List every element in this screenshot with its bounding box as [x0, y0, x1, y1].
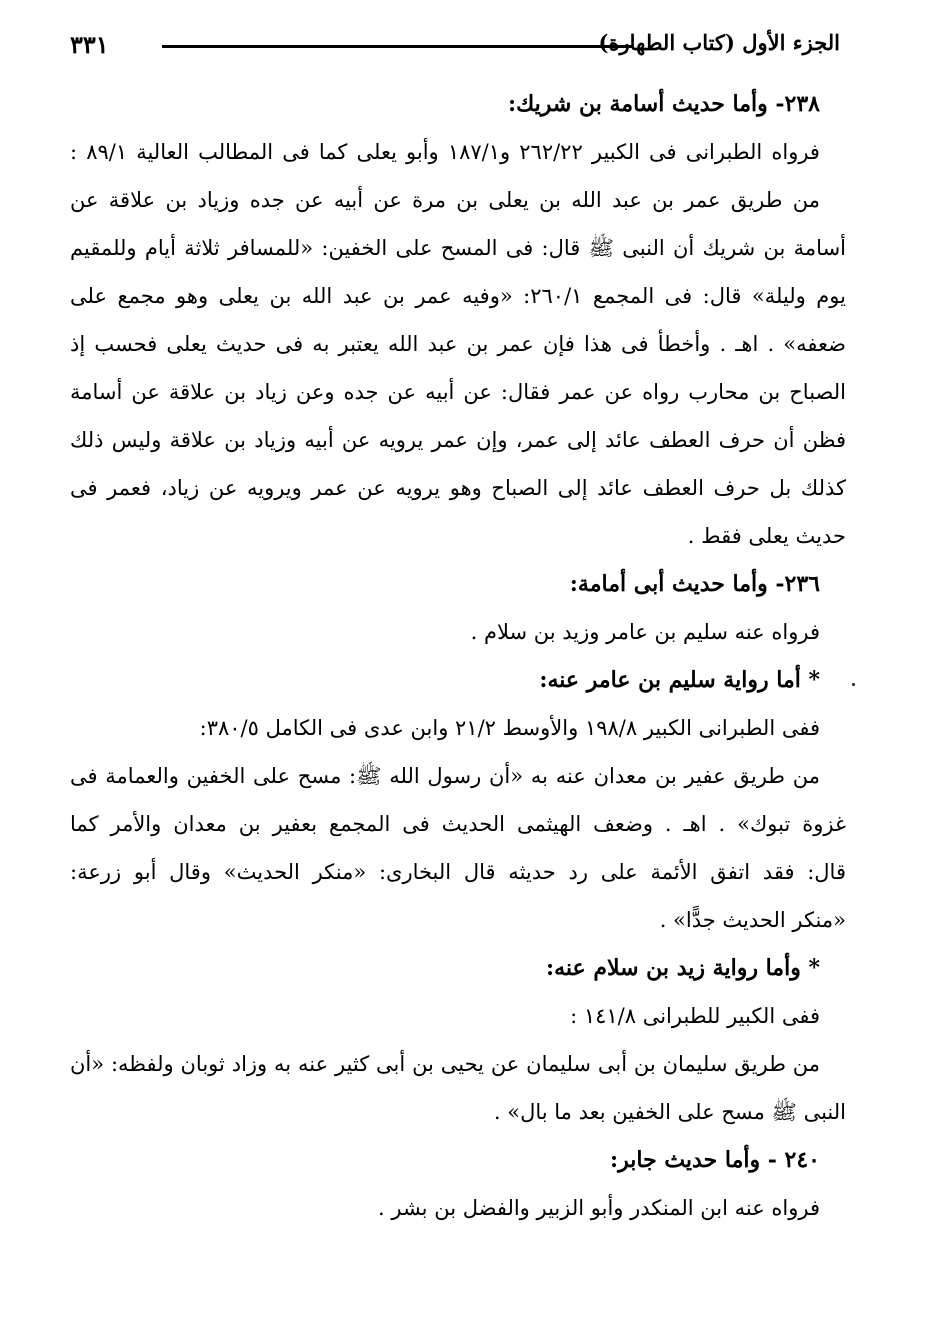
text-line: ضعفه» . اهـ . وأخطأ فى هذا فإن عمر بن عبد الله يعتبر به فى حديث يعلى فحسب إذ	[70, 332, 846, 356]
text-line: الصباح بن محارب رواه عن عمر فقال: عن أبيه عن جده وعن زياد بن علاقة عن أسامة	[70, 380, 846, 404]
text-line: من طريق عمر بن عبد الله بن يعلى بن مرة عن أبيه عن جده وزياد بن علاقة عن	[70, 188, 820, 212]
text-line: النبى ﷺ مسح على الخفين بعد ما بال» .	[493, 1100, 846, 1124]
text-line: فظن أن حرف العطف عائد إلى عمر، وإن عمر يرويه عن أبيه وزياد بن علاقة وليس ذلك	[70, 428, 846, 452]
text-line: ففى الكبير للطبرانى ١٤١/٨ :	[570, 1004, 820, 1028]
text-line: قال: فقد اتفق الأئمة على رد حديثه قال البخارى: «منكر الحديث» وقال أبو زرعة:	[70, 860, 846, 884]
page-header	[70, 30, 840, 64]
section-heading-240: ٢٤٠ - وأما حديث جابر:	[609, 1147, 820, 1173]
text-line: فرواه عنه سليم بن عامر وزيد بن سلام .	[470, 620, 820, 644]
subheading-zayd: * وأما رواية زيد بن سلام عنه:	[546, 955, 820, 981]
text-line: من طريق عفير بن معدان عنه به «أن رسول الله ﷺ: مسح على الخفين والعمامة فى	[70, 764, 820, 788]
page-number: ٣٣١	[70, 30, 109, 59]
scan-speck	[852, 683, 855, 686]
text-line: أسامة بن شريك أن النبى ﷺ قال: فى المسح على الخفين: «للمسافر ثلاثة أيام وللمقيم	[70, 236, 846, 260]
text-line: «منكر الحديث جدًّا» .	[659, 908, 846, 932]
page-body	[70, 80, 846, 1232]
running-title: الجزء الأول (كتاب الطهارة)	[598, 30, 840, 55]
text-line: يوم وليلة» قال: فى المجمع ٢٦٠/١: «وفيه عمر بن عبد الله بن يعلى وهو مجمع على	[70, 284, 846, 308]
subheading-sulaym: * أما رواية سليم بن عامر عنه:	[539, 667, 820, 693]
text-line: من طريق سليمان بن أبى سليمان عن يحيى بن أبى كثير عنه به وزاد ثوبان ولفظه: «أن	[70, 1052, 820, 1076]
text-line: غزوة تبوك» . اهـ . وضعف الهيثمى الحديث فى المجمع بعفير بن معدان والأمر كما	[70, 812, 846, 836]
text-line: حديث يعلى فقط .	[687, 524, 846, 548]
text-line: ففى الطبرانى الكبير ١٩٨/٨ والأوسط ٢١/٢ وابن عدى فى الكامل ٣٨٠/٥:	[199, 716, 820, 740]
section-heading-238: ٢٣٨- وأما حديث أسامة بن شريك:	[507, 91, 820, 117]
text-line: كذلك بل حرف العطف عائد إلى الصباح وهو يرويه عن عمر ويرويه عن زياد، فعمر فى	[70, 476, 846, 500]
text-line: فرواه الطبرانى فى الكبير ٢٦٢/٢٢ و١٨٧/١ وأبو يعلى كما فى المطالب العالية ٨٩/١ :	[70, 140, 820, 164]
header-rule	[162, 45, 632, 48]
text-line: فرواه عنه ابن المنكدر وأبو الزبير والفضل بن بشر .	[378, 1196, 820, 1220]
section-heading-236: ٢٣٦- وأما حديث أبى أمامة:	[569, 571, 820, 597]
